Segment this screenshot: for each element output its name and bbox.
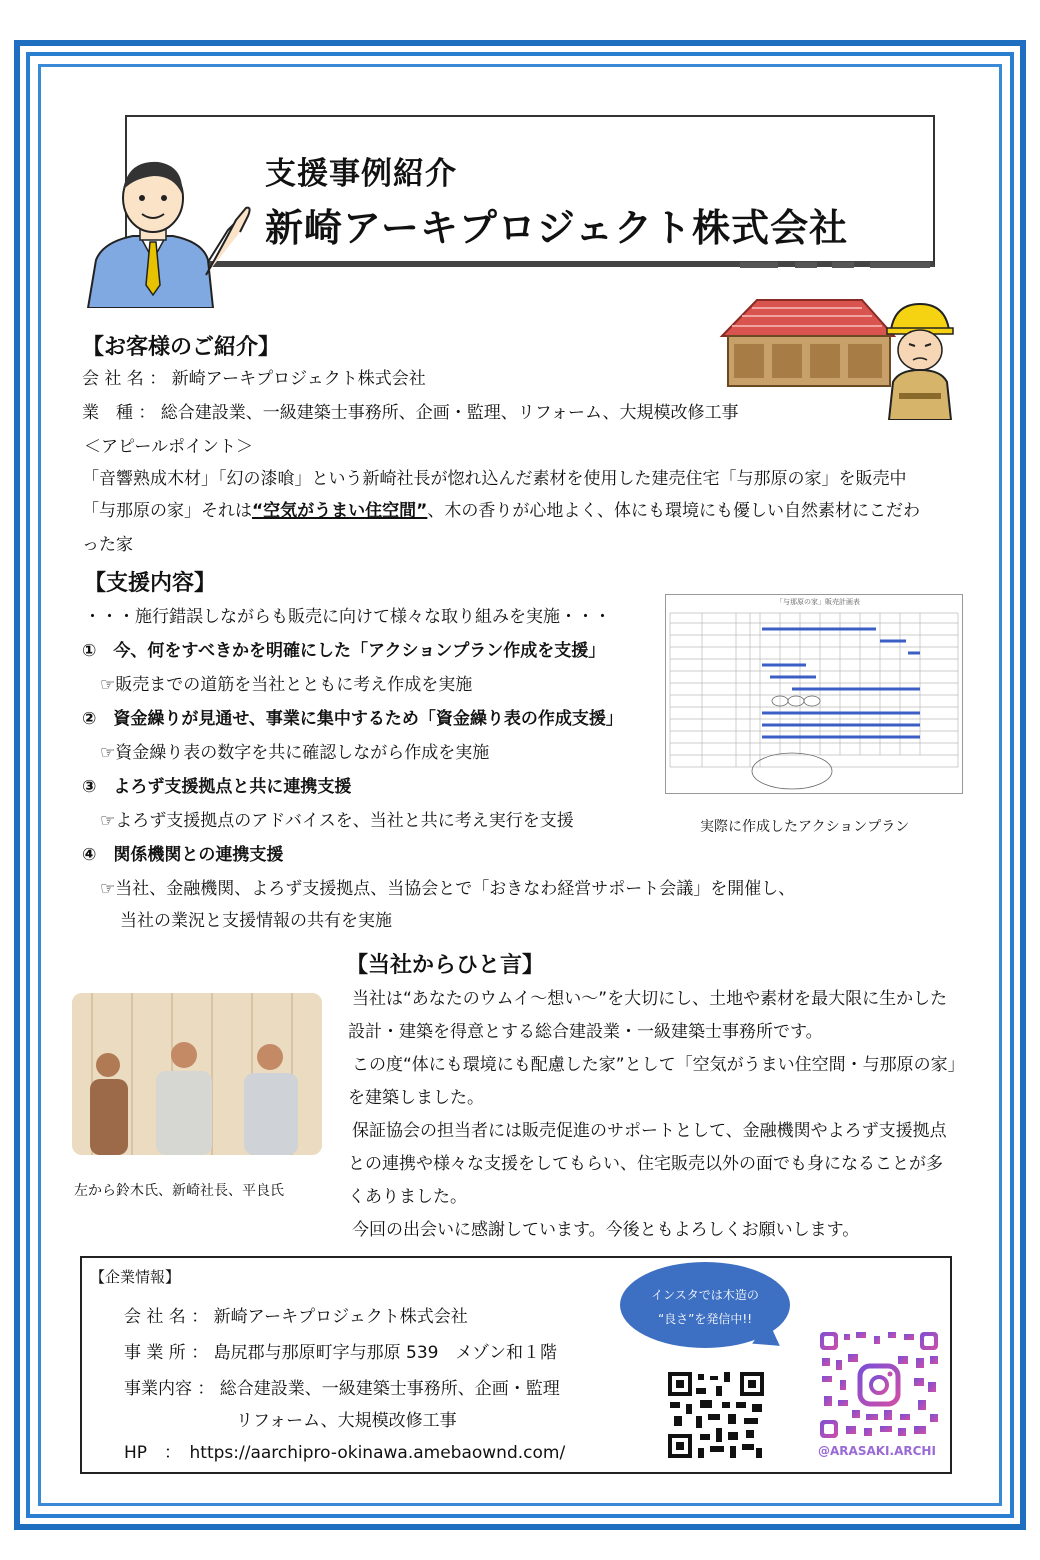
- support-item-2-detail: ☞資金繰り表の数字を共に確認しながら作成を実施: [100, 743, 490, 763]
- construction-worker-illustration: [885, 300, 955, 420]
- company-info-hp[interactable]: HP ： https://aarchipro-okinawa.amebaownd.com/: [124, 1443, 566, 1463]
- page-title: 新崎アーキプロジェクト株式会社: [265, 206, 849, 250]
- company-info-business-2: リフォーム、大規模改修工事: [236, 1411, 457, 1431]
- company-info-heading: 【企業情報】: [90, 1268, 181, 1286]
- support-item-3-detail: ☞よろず支援拠点のアドバイスを、当社と共に考え実行を支援: [100, 811, 574, 831]
- appeal-line-2: [82, 496, 920, 521]
- message-line-1: 当社は“あなたのウムイ～想い～”を大切にし、土地や素材を最大限に生かした: [352, 989, 948, 1009]
- company-info-business: 事業内容 ： 総合建設業、一級建築士事務所、企画・監理: [124, 1379, 560, 1399]
- action-plan-caption: 実際に作成したアクションプラン: [700, 819, 910, 835]
- support-item-3-title: ③ よろず支援拠点と共に連携支援: [82, 777, 352, 797]
- customer-heading: 【お客様のご紹介】: [82, 335, 281, 360]
- appeal-line-2a: 「与那原の家」それは: [82, 501, 252, 521]
- whiteboard-ledge: [740, 262, 940, 270]
- website-qr-code-icon[interactable]: [666, 1370, 766, 1460]
- bubble-line-2: “良さ”を発信中!!: [657, 1312, 753, 1326]
- message-line-6: との連携や様々な支援をしてもらい、住宅販売以外の面でも身になることが多: [348, 1154, 943, 1174]
- instagram-speech-bubble: [620, 1262, 790, 1348]
- instagram-handle[interactable]: @ARASAKI.ARCHI: [818, 1444, 936, 1458]
- appeal-line-2c: 、木の香りが心地よく、体にも環境にも優しい自然素材にこだわ: [427, 501, 921, 521]
- action-plan-image: [665, 594, 963, 794]
- staff-photo: [72, 993, 322, 1155]
- action-plan-title: 「与那原の家」販売計画表: [776, 598, 860, 606]
- company-info-office: 事 業 所 ： 島尻郡与那原町字与那原 539 メゾン和１階: [124, 1343, 557, 1363]
- message-line-8: 今回の出会いに感謝しています。今後ともよろしくお願いします。: [352, 1220, 860, 1240]
- support-item-4-title: ④ 関係機関との連携支援: [82, 845, 284, 865]
- photo-caption: 左から鈴木氏、新崎社長、平良氏: [74, 1183, 284, 1199]
- businessman-illustration: [78, 150, 253, 308]
- message-line-7: くありました。: [348, 1187, 467, 1207]
- appeal-line-1: 「音響熟成木材」「幻の漆喰」という新崎社長が惚れ込んだ素材を使用した建売住宅「与那原の家」を販売中: [82, 469, 907, 489]
- message-line-3: この度“体にも環境にも配慮した家”として「空気がうまい住空間・与那原の家」: [352, 1055, 965, 1075]
- support-item-4-detail-2: 当社の業況と支援情報の共有を実施: [120, 911, 392, 931]
- customer-company: 会 社 名 ： 新崎アーキプロジェクト株式会社: [82, 369, 426, 389]
- support-intro: ・・・施行錯誤しながらも販売に向けて様々な取り組みを実施・・・: [84, 607, 611, 627]
- support-item-1-title: ① 今、何をすべきかを明確にした「アクションプラン作成を支援」: [82, 641, 606, 661]
- instagram-icon: [860, 1366, 898, 1404]
- company-info-name: 会 社 名 ： 新崎アーキプロジェクト株式会社: [124, 1307, 468, 1327]
- message-line-5: 保証協会の担当者には販売促進のサポートとして、金融機関やよろず支援拠点: [352, 1121, 947, 1141]
- appeal-line-3: った家: [82, 535, 133, 555]
- instagram-qr-code[interactable]: [818, 1330, 940, 1442]
- appeal-highlight: “空気がうまい住空間”: [252, 501, 428, 521]
- house-illustration: [712, 296, 897, 388]
- message-line-4: を建築しました。: [348, 1088, 484, 1108]
- appeal-label: ＜アピールポイント＞: [84, 437, 253, 457]
- support-item-2-title: ② 資金繰りが見通せ、事業に集中するため「資金繰り表の作成支援」: [82, 709, 623, 729]
- message-heading: 【当社からひと言】: [346, 953, 545, 978]
- message-line-2: 設計・建築を得意とする総合建設業・一級建築士事務所です。: [348, 1022, 823, 1042]
- support-heading: 【支援内容】: [84, 571, 217, 596]
- action-plan-gantt: [666, 595, 962, 793]
- support-item-4-detail: ☞当社、金融機関、よろず支援拠点、当協会とで「おきなわ経営サポート会議」を開催し、: [100, 879, 796, 899]
- bubble-line-1: インスタでは木造の: [651, 1288, 759, 1302]
- customer-business: 業 種 ： 総合建設業、一級建築士事務所、企画・監理、リフォーム、大規模改修工事: [82, 403, 739, 423]
- page-subtitle: 支援事例紹介: [265, 156, 457, 192]
- support-item-1-detail: ☞販売までの道筋を当社とともに考え作成を実施: [100, 675, 473, 695]
